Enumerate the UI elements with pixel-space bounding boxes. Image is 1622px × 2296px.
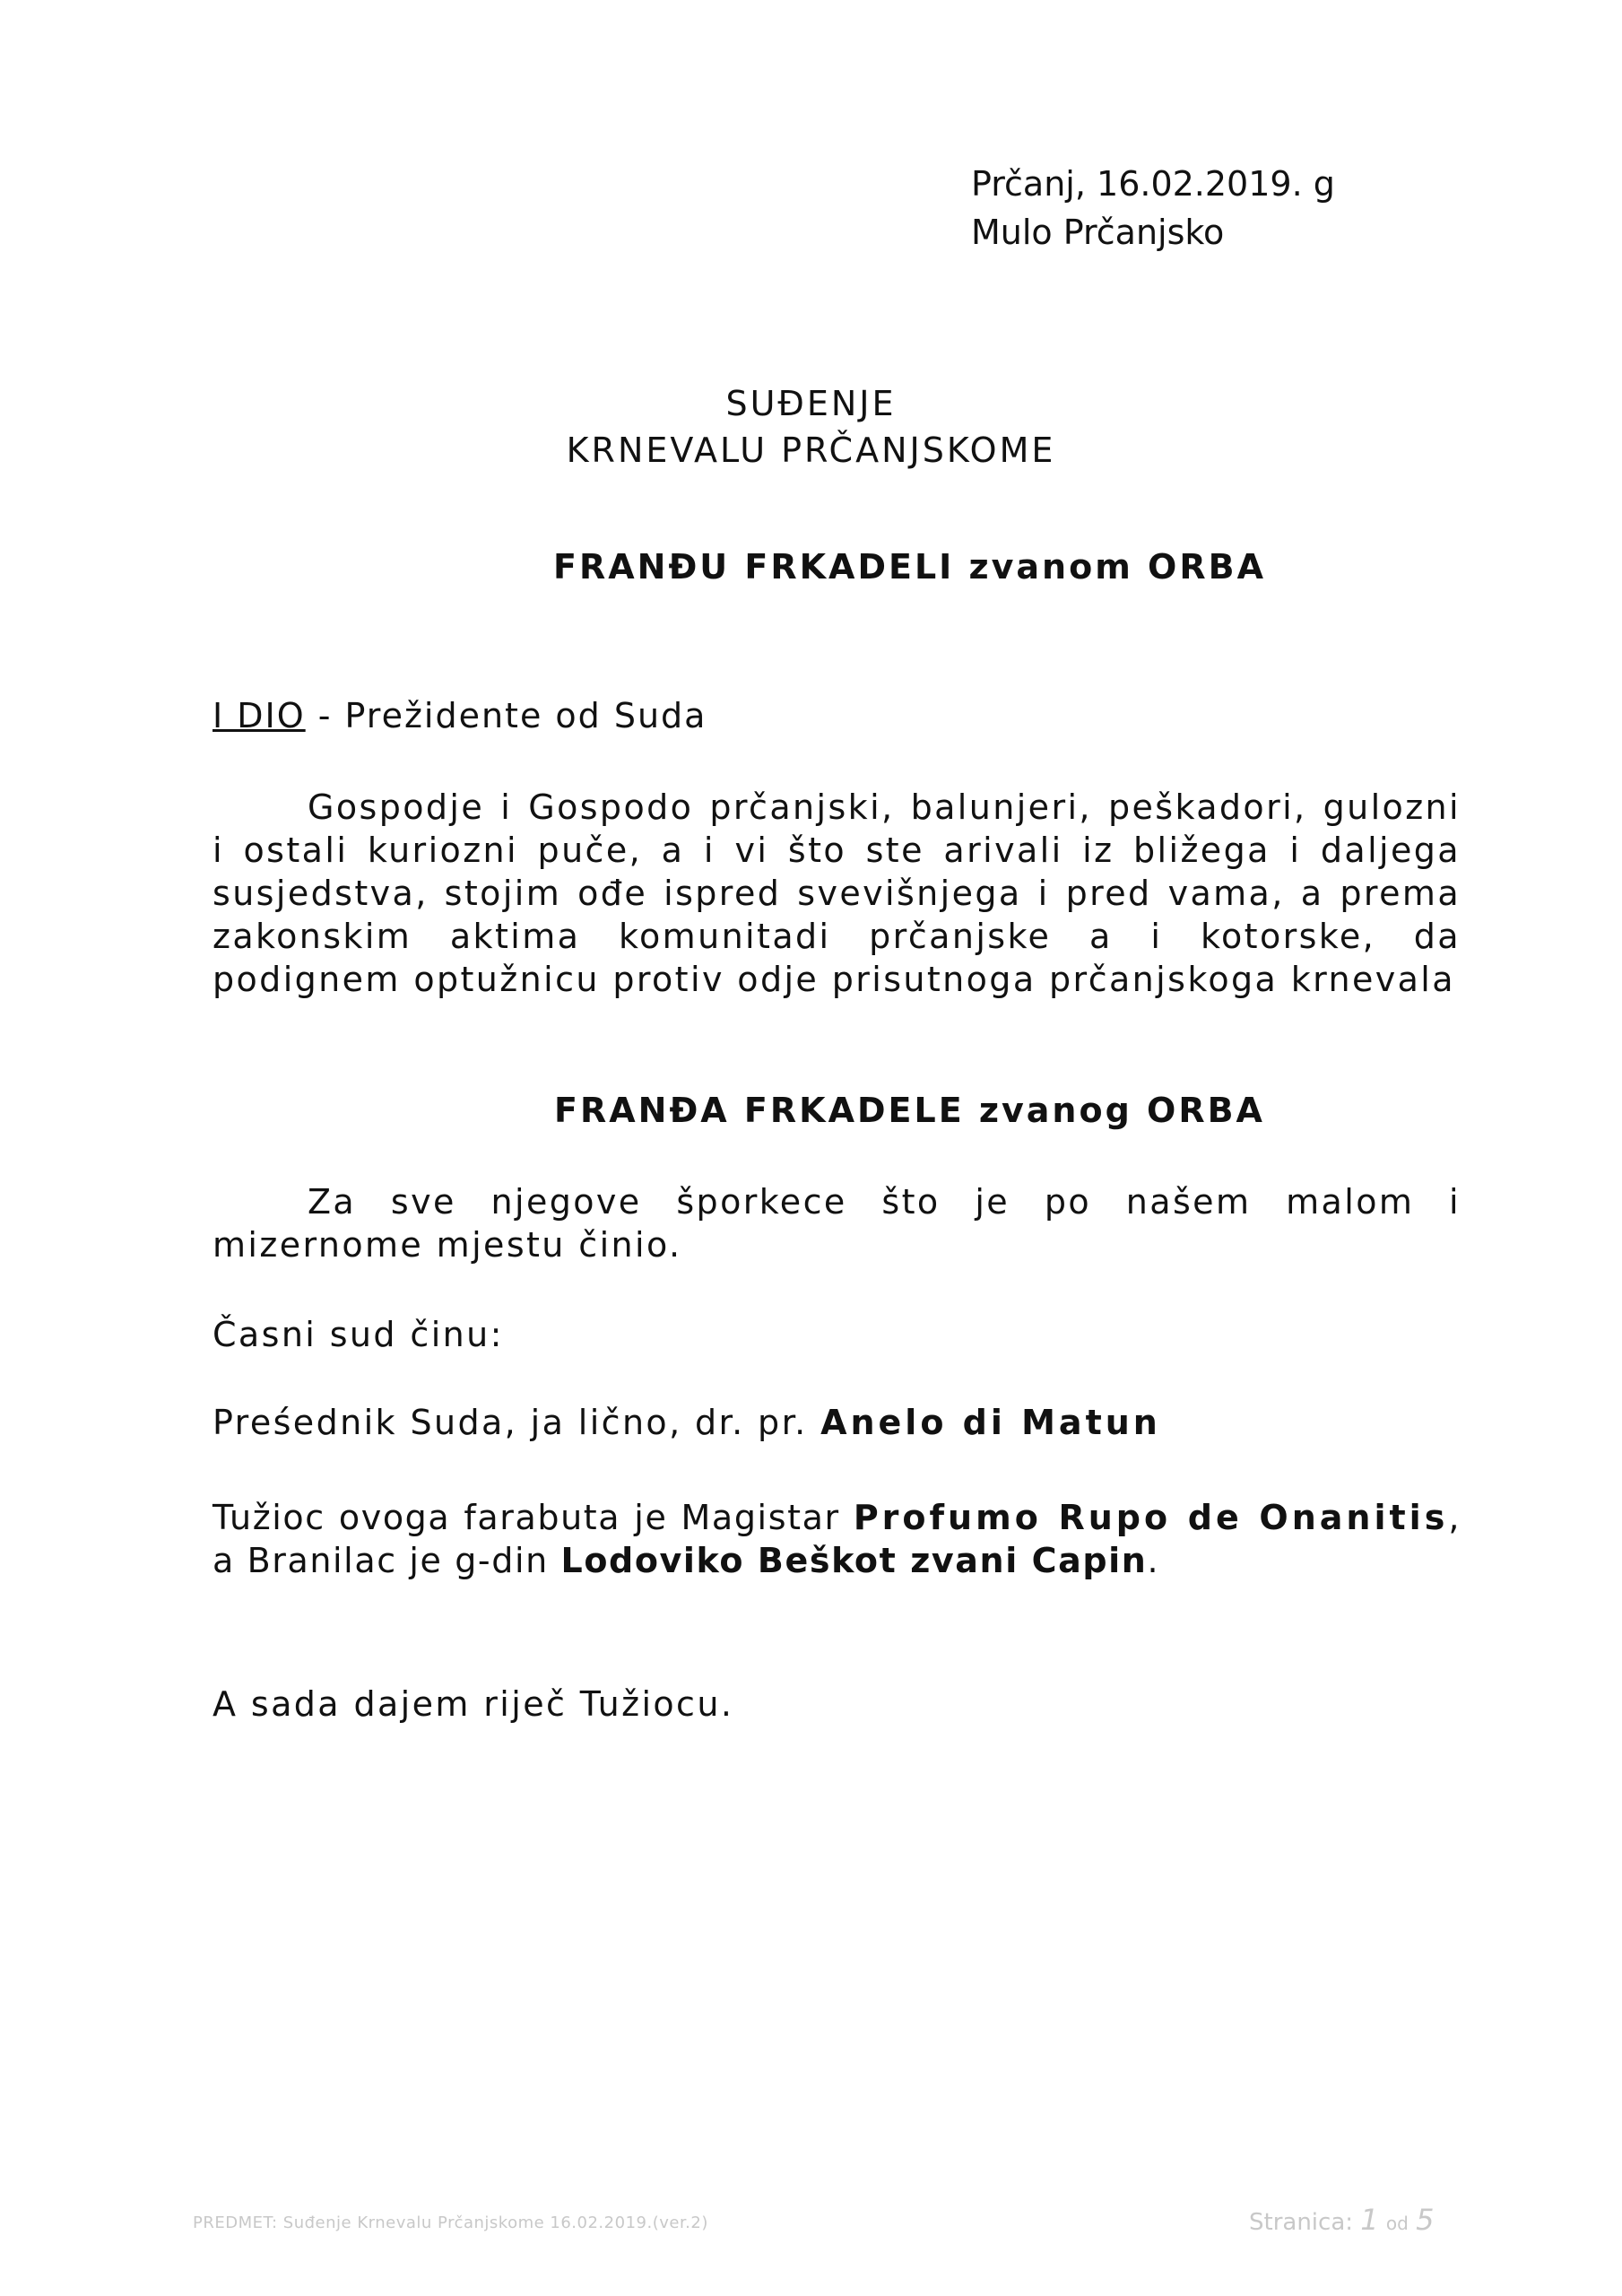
dateline (971, 160, 1335, 257)
defender-name: Lodoviko Beškot zvani Capin (560, 1541, 1148, 1580)
paragraph-court-intro: Časni sud činu: (213, 1315, 504, 1354)
defender-prefix: , a Branilac je g-din (213, 1498, 1461, 1580)
title-line-1: SUĐENJE (725, 384, 897, 423)
section-heading (213, 696, 707, 735)
page-current: 1 (1360, 2203, 1379, 2237)
accused-name: FRANĐA FRKADELE zvanog ORBA (554, 1091, 1265, 1130)
paragraph-charges: Za sve njegove šporkece što je po našem malom i mizernome mjestu činio. (213, 1182, 1461, 1265)
page-total: 5 (1416, 2203, 1435, 2237)
section-label: I DIO (213, 696, 306, 735)
page-of: od (1385, 2213, 1409, 2234)
page-number (1249, 2203, 1434, 2237)
paragraph-closing: A sada dajem riječ Tužiocu. (213, 1684, 734, 1724)
title-line-2: KRNEVALU PRČANJSKOME (566, 430, 1056, 470)
location: Mulo Prčanjsko (971, 213, 1225, 252)
prosecutor-name: Profumo Rupo de Onanitis (853, 1498, 1449, 1537)
section-title: - Prežidente od Suda (305, 696, 707, 735)
sentence-end: . (1147, 1541, 1160, 1580)
page-label: Stranica: (1249, 2209, 1354, 2236)
paragraph-opening: Gospodje i Gospodo prčanjski, balunjeri, peškadori, gulozni i ostali kuriozni puče, a i vi što ste arivali iz bližega i daljega susjedstva, stojim ođe ispred svevišnjega i pred vama, a prema zakonskim aktima komunitadi prčanjske a i kotorske, da podignem optužnicu protiv odje prisutnoga prčanjskoga krnevala (213, 787, 1461, 999)
place-date: Prčanj, 16.02.2019. g (971, 164, 1335, 204)
paragraph-prosecutor-defender (213, 1496, 1461, 1582)
accused-heading: FRANĐU FRKADELI zvanom ORBA (553, 547, 1266, 587)
paragraph-president (213, 1401, 1461, 1444)
president-name: Anelo di Matun (820, 1403, 1161, 1442)
footer-subject: PREDMET: Suđenje Krnevalu Prčanjskome 16.02.2019.(ver.2) (193, 2213, 708, 2232)
prosecutor-prefix: Tužioc ovoga farabuta je Magistar (213, 1498, 854, 1537)
president-prefix: Preśednik Suda, ja lično, dr. pr. (213, 1403, 821, 1442)
